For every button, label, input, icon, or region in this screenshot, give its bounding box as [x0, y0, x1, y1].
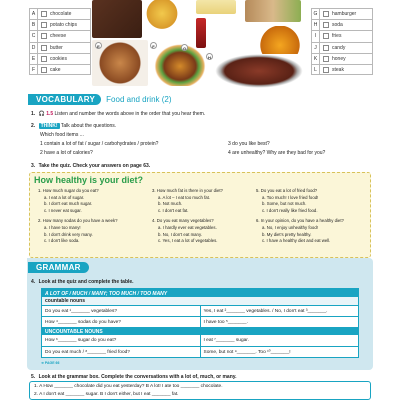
exercise-instruction: Listen and number the words above in the order that you hear them.	[54, 111, 206, 117]
word-label: honey	[332, 55, 346, 62]
word-letter: D	[30, 43, 38, 53]
table-cell[interactable]: Do you eat ¹_______ vegetables?	[42, 306, 201, 316]
vocabulary-heading	[28, 94, 172, 105]
chocolate-photo	[92, 0, 142, 38]
quiz-option[interactable]: b. No, I don't eat many.	[158, 231, 202, 237]
word-letter: F	[30, 65, 38, 74]
photo-letter-f: F	[150, 42, 157, 49]
word-letter: L	[312, 65, 320, 74]
exercise-number: 5.	[31, 374, 36, 380]
conversation-line-2[interactable]: 2. A I don't eat _______ sugar. B I don't either, but I eat _______ fat.	[34, 392, 179, 397]
word-row	[29, 8, 91, 19]
audio-track: 1.5	[46, 111, 54, 117]
word-number-box[interactable]	[323, 45, 329, 51]
exercise-instruction: Look at the quiz and complete the table.	[38, 279, 134, 285]
word-letter: G	[312, 9, 320, 19]
word-number-box[interactable]	[41, 67, 47, 73]
word-number-box[interactable]	[323, 67, 329, 73]
potato-chips-photo	[143, 0, 181, 30]
word-number-box[interactable]	[41, 11, 47, 17]
word-row	[29, 42, 91, 53]
word-letter: B	[30, 20, 38, 30]
word-number-box[interactable]	[41, 45, 47, 51]
quiz-option[interactable]: c. I have a healthy diet and eat well.	[262, 238, 331, 244]
quiz-option[interactable]: a. I hardly ever eat vegetables.	[158, 224, 217, 230]
word-row	[29, 53, 91, 64]
quiz-box	[29, 172, 371, 258]
table-cell[interactable]: I eat ⁷_______ sugar.	[203, 338, 249, 343]
quiz-title: How healthy is your diet?	[34, 175, 144, 185]
table-row	[42, 305, 358, 316]
word-letter: I	[312, 31, 320, 41]
word-label: cheese	[50, 33, 67, 40]
butter-photo	[196, 0, 236, 14]
word-label: candy	[332, 44, 346, 51]
word-number-box[interactable]	[41, 33, 47, 39]
grammar-title: GRAMMAR	[28, 262, 89, 273]
word-row	[29, 30, 91, 41]
word-label: chocolate	[50, 11, 72, 18]
table-cell[interactable]: I have too ⁵_______.	[203, 319, 248, 325]
exercise-2	[31, 123, 116, 129]
word-label: fries	[332, 33, 342, 40]
quiz-option[interactable]: b. I don't eat much sugar.	[44, 201, 93, 207]
exercise-number: 4.	[31, 279, 36, 285]
exercise-instruction: Look at the grammar box. Complete the conversations with a lot of, much, or many.	[38, 374, 237, 380]
word-letter: K	[312, 54, 320, 64]
word-row	[311, 19, 373, 30]
quiz-column-3	[256, 188, 344, 245]
word-label: cookies	[50, 55, 67, 62]
table-row	[42, 316, 358, 327]
table-cell[interactable]: Some, but not ⁹_______. Too ¹⁰_______!	[203, 349, 291, 355]
exercise-3	[31, 163, 150, 169]
exercise-4	[31, 279, 134, 285]
grammar-table-header: A LOT OF / MUCH / MANY; TOO MUCH / TOO MANY	[42, 289, 358, 297]
ex2-question-2: 2 have a lot of calories?	[40, 150, 93, 156]
word-number-box[interactable]	[323, 56, 329, 62]
exercise-number: 2.	[31, 123, 36, 129]
exercise-number: 1.	[31, 111, 36, 117]
word-label: soda	[332, 22, 343, 29]
quiz-option[interactable]: a. Too much! I love fried food!	[262, 194, 319, 200]
salad-photo	[245, 0, 301, 22]
quiz-question: 5. Do you eat a lot of fried food?	[256, 188, 318, 193]
word-row	[311, 8, 373, 19]
quiz-option[interactable]: c. I don't really like fried food.	[262, 207, 318, 213]
quiz-question: 3. How much fat is there in your diet?	[152, 188, 223, 193]
word-number-box[interactable]	[323, 22, 329, 28]
ex2-question-3: 3 do you like best?	[228, 141, 270, 147]
photo-letter-e: E	[95, 42, 102, 49]
ex2-question-4: 4 are unhealthy? Why are they bad for you?	[228, 150, 326, 156]
exercise-instruction: Take the quiz. Check your answers on page 63.	[38, 163, 151, 169]
uncountable-nouns-label: UNCOUNTABLE NOUNS	[42, 327, 358, 335]
word-letter: E	[30, 54, 38, 64]
word-label: butter	[50, 44, 63, 51]
quiz-question: 6. In your opinion, do you have a healthy diet?	[256, 218, 344, 224]
photo-letter-g: G	[182, 46, 187, 51]
ex2-question-1: 1 contain a lot of fat / sugar / carbohydrates / protein?	[40, 141, 159, 147]
table-cell[interactable]: How ⁶_______ sugar do you eat?	[42, 335, 201, 346]
word-row	[311, 64, 373, 75]
table-row	[42, 335, 358, 346]
soda-photo	[196, 18, 206, 48]
page-reference[interactable]: ➜ PAGE 66	[41, 361, 60, 365]
word-letter: A	[30, 9, 38, 19]
word-letter: C	[30, 31, 38, 41]
wordlist-left	[29, 8, 91, 75]
quiz-option[interactable]: b. My diet's pretty healthy.	[262, 231, 312, 237]
photo-letter-h: H	[206, 53, 213, 60]
steak-photo	[215, 54, 303, 88]
table-row	[42, 346, 358, 357]
quiz-option[interactable]: c. I don't like soda.	[44, 238, 80, 244]
quiz-option[interactable]: a. I eat a lot of sugar.	[44, 194, 85, 200]
audio-icon[interactable]: 🎧	[38, 111, 45, 117]
word-row	[311, 42, 373, 53]
ex2-lead: Which food items ...	[40, 132, 84, 138]
quiz-column-2	[152, 188, 223, 245]
word-label: steak	[332, 66, 344, 73]
exercise-number: 3.	[31, 163, 36, 169]
think-badge: THINK!	[40, 123, 58, 129]
quiz-question: 4. Do you eat many vegetables?	[152, 218, 214, 224]
conversation-line-1[interactable]: 1. A How _______ chocolate did you eat yesterday? B A lot! I ate too _______ chocolate.	[34, 384, 223, 389]
vocabulary-title: VOCABULARY	[28, 94, 101, 105]
quiz-question: 1. How much sugar do you eat?	[38, 188, 99, 193]
quiz-option[interactable]: a. I have too many!	[44, 224, 81, 230]
quiz-option[interactable]: b. I don't drink very many.	[44, 231, 93, 237]
word-row	[29, 19, 91, 30]
word-row	[311, 30, 373, 41]
word-number-box[interactable]	[323, 11, 329, 17]
quiz-option[interactable]: b. Not much.	[158, 201, 183, 207]
word-letter: J	[312, 43, 320, 53]
exercise-5	[31, 374, 237, 380]
quiz-option[interactable]: a. A lot – I eat too much fat.	[158, 194, 211, 200]
table-cell[interactable]: Yes, I eat ²_______ vegetables. / No, I don't eat ³_______.	[203, 308, 328, 314]
quiz-option[interactable]: c. Yes, I eat a lot of vegetables.	[158, 238, 218, 244]
quiz-option[interactable]: b. Some, but not much.	[262, 201, 307, 207]
table-cell[interactable]: How ⁴_______ sodas do you have?	[42, 317, 201, 327]
grammar-table	[41, 288, 359, 358]
quiz-column-1	[38, 188, 118, 245]
word-number-box[interactable]	[41, 22, 47, 28]
word-number-box[interactable]	[323, 33, 329, 39]
exercise-1	[31, 111, 205, 117]
word-letter: H	[312, 20, 320, 30]
table-cell[interactable]: Do you eat much / ⁸_______ fried food?	[42, 347, 201, 357]
countable-nouns-label: countable nouns	[42, 297, 358, 305]
quiz-option[interactable]: c. I never eat sugar.	[44, 207, 82, 213]
word-label: hamburger	[332, 11, 357, 18]
quiz-option[interactable]: c. I don't eat fat.	[158, 207, 189, 213]
quiz-option[interactable]: a. No, I enjoy unhealthy food!	[262, 224, 318, 230]
word-number-box[interactable]	[41, 56, 47, 62]
hamburger-photo	[152, 42, 208, 86]
vocabulary-subtitle: Food and drink (2)	[106, 95, 172, 104]
word-label: cake	[50, 66, 61, 73]
exercise-instruction: Talk about the questions.	[60, 123, 117, 129]
wordlist-right	[311, 8, 373, 75]
word-label: potato chips	[50, 22, 77, 29]
word-row	[29, 64, 91, 75]
quiz-question: 2. How many sodas do you have a week?	[38, 218, 118, 224]
word-row	[311, 53, 373, 64]
